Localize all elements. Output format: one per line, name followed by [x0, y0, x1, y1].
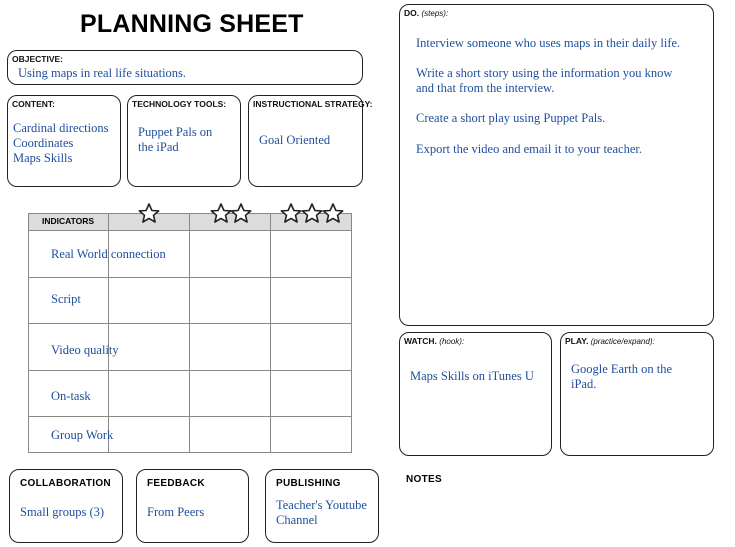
feedback-label: FEEDBACK: [147, 478, 205, 489]
do-label-text: DO.: [404, 8, 420, 18]
do-box: [399, 4, 714, 326]
do-step-4: [416, 142, 706, 157]
strategy-label: INSTRUCTIONAL STRATEGY:: [253, 99, 373, 109]
play-label: [565, 336, 655, 346]
collaboration-label: COLLABORATION: [20, 478, 111, 489]
watch-label-sub: (hook):: [439, 337, 465, 346]
star-icon: [281, 204, 300, 222]
do-label-sub: (steps):: [421, 9, 449, 18]
indicators-header: INDICATORS: [42, 216, 95, 226]
indicator-row-3: Video quality: [51, 343, 119, 357]
do-step-2: [416, 66, 706, 96]
content-label: CONTENT:: [12, 99, 55, 109]
content-line-1: Cardinal directions: [13, 121, 109, 135]
play-label-text: PLAY.: [565, 336, 589, 346]
strategy-text: Goal Oriented: [259, 133, 331, 147]
watch-label-text: WATCH.: [404, 336, 437, 346]
watch-label: [404, 336, 464, 346]
feedback-box: [136, 469, 249, 543]
play-line-1: Google Earth on the: [571, 362, 673, 376]
star-icon: [323, 204, 342, 222]
objective-text: Using maps in real life situations.: [18, 66, 187, 80]
indicator-row-1: Real World connection: [51, 247, 166, 261]
collaboration-box: [9, 469, 123, 543]
notes-label: NOTES: [406, 474, 442, 485]
indicator-row-4: On-task: [51, 389, 91, 403]
feedback-text: From Peers: [147, 505, 205, 519]
star-icon: [231, 204, 250, 222]
do-step-1-line-1: Interview someone who uses maps in their daily life.: [416, 36, 681, 50]
page-title: PLANNING SHEET: [80, 10, 304, 38]
objective-label: OBJECTIVE:: [12, 54, 64, 64]
do-step-4-line-1: Export the video and email it to your teacher.: [416, 142, 642, 156]
play-line-2: iPad.: [571, 377, 597, 391]
star-icon: [302, 204, 321, 222]
star-icon: [139, 204, 158, 222]
indicator-row-2: Script: [51, 292, 81, 306]
publishing-line-2: Channel: [276, 513, 318, 527]
play-box: [560, 332, 714, 456]
watch-text: Maps Skills on iTunes U: [410, 369, 534, 383]
publishing-line-1: Teacher's Youtube: [276, 498, 367, 512]
technology-line-1: Puppet Pals on: [138, 125, 213, 139]
do-step-2-line-1: Write a short story using the information you know: [416, 66, 673, 80]
content-line-3: Maps Skills: [13, 151, 73, 165]
play-label-sub: (practice/expand):: [590, 337, 655, 346]
collaboration-text: Small groups (3): [20, 505, 105, 519]
do-step-1: [416, 36, 706, 51]
technology-label: TECHNOLOGY TOOLS:: [132, 99, 227, 109]
publishing-label: PUBLISHING: [276, 478, 341, 489]
content-line-2: Coordinates: [13, 136, 74, 150]
do-step-3-line-1: Create a short play using Puppet Pals.: [416, 111, 606, 125]
do-step-3: [416, 111, 706, 126]
technology-line-2: the iPad: [138, 140, 179, 154]
rubric-table: [28, 213, 352, 453]
do-label: [404, 8, 448, 18]
star-icon: [211, 204, 230, 222]
publishing-box: [265, 469, 379, 543]
do-step-2-line-2: and that from the interview.: [416, 81, 555, 95]
indicator-row-5: Group Work: [51, 428, 114, 442]
watch-box: [399, 332, 552, 456]
